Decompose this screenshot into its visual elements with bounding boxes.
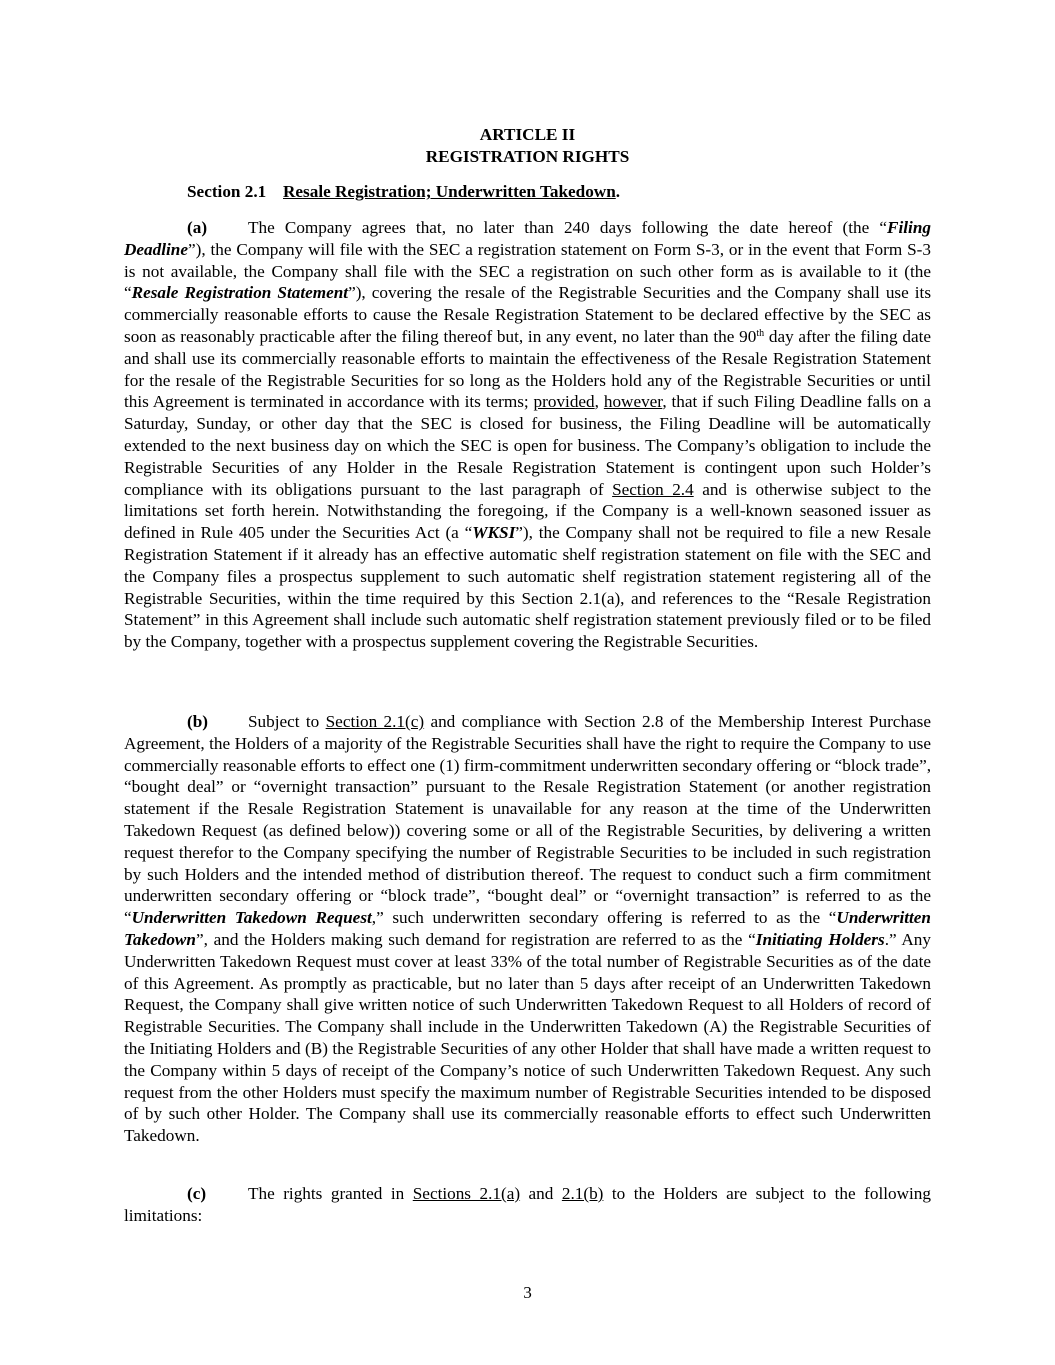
paragraph-b <box>124 711 931 1147</box>
paragraph-c-text: and <box>520 1184 562 1203</box>
paragraph-a-text: and is otherwise subject to the limitations set forth herein. Notwithstanding the foregoing, if the Company is a well-known seasoned issuer as defined in Rule 405 under the Securities Act (a “ <box>124 479 931 543</box>
page-number: 3 <box>523 1283 532 1302</box>
sections-2-1a-reference: Sections 2.1(a) <box>412 1184 521 1203</box>
ordinal-superscript: th <box>756 327 765 339</box>
section-number: Section 2.1 <box>187 182 267 201</box>
section-2-1c-reference: Section 2.1(c) <box>325 712 425 731</box>
paragraph-a-text: ”), the Company shall not be required to file a new Resale Registration Statement if it already has an effective automatic shelf registration statement on file with the SEC and the Company files a prospectus supplement to such automatic shelf registration statement registering all of the Registrable Securities, within the time required by this Section 2.1(a), and references to the “Resale Registration Statement” in this Agreement shall include such automatic shelf registration statement previously filed or to be filed by the Company, together with a prospectus supplement covering the Registrable Securities. <box>124 523 931 652</box>
defined-term-wksi: WKSI <box>472 523 516 543</box>
however-term: however <box>603 392 663 412</box>
paragraph-b-label: (b) <box>187 712 209 731</box>
section-heading <box>187 181 620 203</box>
paragraph-a-text: The Company agrees that, no later than 240 days following the date hereof (the “ <box>248 218 888 237</box>
section-title: Resale Registration; Underwritten Takedown <box>283 182 616 201</box>
section-2-1b-reference: 2.1(b) <box>561 1184 604 1203</box>
defined-term-underwritten-takedown: Underwritten Takedown <box>124 908 931 949</box>
paragraph-b-text: Subject to <box>248 712 326 731</box>
defined-term-resale-registration-statement: Resale Registration Statement <box>131 283 349 303</box>
paragraph-a <box>124 217 931 653</box>
provided-term: provided <box>533 392 595 412</box>
article-title: REGISTRATION RIGHTS <box>425 147 630 166</box>
paragraph-c-text: The rights granted in <box>248 1184 413 1203</box>
defined-term-filing-deadline: Filing Deadline <box>124 218 931 259</box>
paragraph-b-text: ”, and the Holders making such demand for registration are referred to as the “ <box>195 929 756 949</box>
paragraph-c-text: to the Holders are subject to the following limitations: <box>124 1184 931 1225</box>
section-2-4-reference: Section 2.4 <box>612 479 694 499</box>
defined-term-initiating-holders: Initiating Holders <box>755 929 885 949</box>
paragraph-b-text: ,” such underwritten secondary offering is referred to as the “ <box>371 908 837 928</box>
paragraph-c-label: (c) <box>187 1184 207 1203</box>
paragraph-a-text: , <box>594 392 604 412</box>
section-title-period: . <box>615 182 621 201</box>
paragraph-a-text: ”), the Company will file with the SEC a registration statement on Form S-3, or in the event that Form S-3 is not available, the Company shall file with the SEC a registration on such other form as is available to it (the “ <box>124 239 931 303</box>
paragraph-a-label: (a) <box>187 218 208 237</box>
paragraph-b-text: and compliance with Section 2.8 of the Membership Interest Purchase Agreement, the Holders of a majority of the Registrable Securities shall have the right to require the Company to use commercially reasonable efforts to effect one (1) firm-commitment underwritten secondary offering or “block trade”, “bought deal” or “overnight transaction” pursuant to the Resale Registration Statement (or another registration statement if the Resale Registration Statement is unavailable for any reason at the time of the Underwritten Takedown Request (as defined below)) covering some or all of the Registrable Securities, by delivering a written request therefor to the Company specifying the number of Registrable Securities to be included in such registration by such Holders and the intended method of distribution thereof. The request to conduct such a firm commitment underwritten secondary offering or “block trade”, “bought deal” or “overnight transaction” is referred to as the “ <box>124 712 931 928</box>
defined-term-underwritten-takedown-request: Underwritten Takedown Request <box>131 908 372 928</box>
article-heading: ARTICLE II <box>479 125 576 144</box>
paragraph-b-text: .” Any Underwritten Takedown Request must cover at least 33% of the total number of Registrable Securities as of the date of this Agreement. As promptly as practicable, but no later than 5 days after receipt of an Underwritten Takedown Request, the Company shall give written notice of such Underwritten Takedown Request to all Holders of record of Registrable Securities. The Company shall include in the Underwritten Takedown (A) the Registrable Securities of the Initiating Holders and (B) the Registrable Securities of any other Holder that shall have made a written request to the Company within 5 days of receipt of the Company’s notice of such Underwritten Takedown Request. Any such request from the other Holders must specify the maximum number of Registrable Securities intended to be disposed of by such other Holder. The Company shall use its commercially reasonable efforts to effect such Underwritten Takedown. <box>124 929 931 1146</box>
paragraph-a-text: ”), covering the resale of the Registrable Securities and the Company shall use its commercially reasonable efforts to cause the Resale Registration Statement to be declared effective by the SEC as soon as reasonably practicable after the filing thereof but, in any event, no later than the 90 <box>124 283 932 346</box>
paragraph-a-text: , that if such Filing Deadline falls on a Saturday, Sunday, or other day that the SEC is closed for business, the Filing Deadline will be automatically extended to the next business day on which the SEC is open for business. The Company’s obligation to include the Registrable Securities of any Holder in the Resale Registration Statement is contingent upon such Holder’s compliance with its obligations pursuant to the last paragraph of <box>124 392 931 499</box>
paragraph-c <box>124 1183 931 1227</box>
paragraph-a-text: day after the filing date and shall use its commercially reasonable efforts to maintain the effectiveness of the Resale Registration Statement for the resale of the Registrable Securities for so long as the Holders hold any of the Registrable Securities or until this Agreement is terminated in accordance with its terms; <box>124 326 931 412</box>
